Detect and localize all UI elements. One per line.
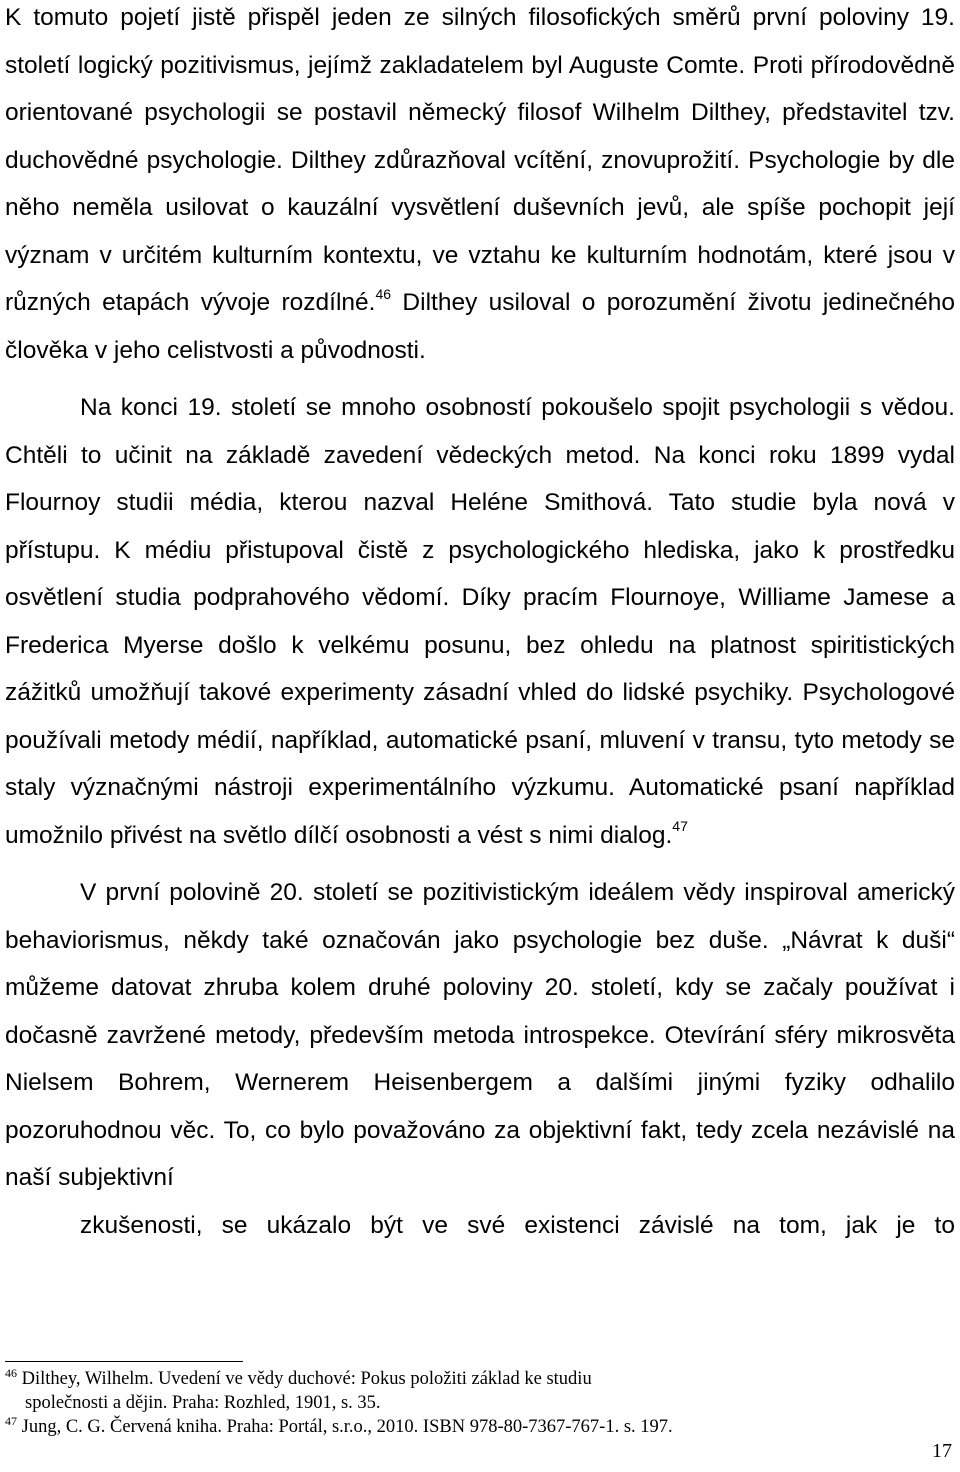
footnote-46-line1: Dilthey, Wilhelm. Uvedení ve vědy duchové: Pokus položiti základ ke studiu xyxy=(17,1369,592,1389)
footnote-46 xyxy=(5,1367,905,1391)
footnote-46-number: 46 xyxy=(5,1365,17,1380)
paragraph-3 xyxy=(5,869,955,1249)
footnote-46-line2: společnosti a dějin. Praha: Rozhled, 1901, s. 35. xyxy=(25,1393,381,1413)
footnote-47-number: 47 xyxy=(5,1413,17,1428)
footnote-47-line1: Jung, C. G. Červená kniha. Praha: Portál, s.r.o., 2010. ISBN 978-80-7367-767-1. s. 197. xyxy=(17,1417,673,1437)
paragraph-2 xyxy=(5,384,955,859)
footnote-47 xyxy=(5,1415,905,1439)
footnote-separator xyxy=(5,1361,243,1362)
footnotes xyxy=(5,1367,905,1439)
paragraph-3-text: V první polovině 20. století se pozitivistickým ideálem vědy inspiroval americký behaviorismus, někdy také označován jako psychologie bez duše. „Návrat k duši“ můžeme datovat zhruba kolem druhé poloviny 20. století, kdy se začaly používat i dočasně zavržené metody, především metoda introspekce. Otevírání sféry mikrosvěta Nielsem Bohrem, Wernerem Heisenbergem a dalšími jinými fyziky odhalilo pozoruhodnou věc. To, co bylo považováno za objektivní fakt, tedy zcela nezávislé na naší subjektivní xyxy=(5,879,955,1191)
paragraph-1-text-a: K tomuto pojetí jistě přispěl jeden ze silných filosofických směrů první poloviny 19. století logický pozitivismus, jejímž zakladatelem byl Auguste Comte. Proti přírodovědně orientované psychologii se postavil německý filosof Wilhelm Dilthey, představitel tzv. duchovědné psychologie. Dilthey zdůrazňoval vcítění, znovuprožití. Psychologie by dle něho neměla usilovat o kauzální vysvětlení duševních jevů, ale spíše pochopit její význam v určitém kulturním kontextu, ve vztahu ke kulturním hodnotám, které jsou v různých etapách vývoje rozdílné. xyxy=(5,4,955,316)
page-number: 17 xyxy=(932,1440,952,1462)
page-body xyxy=(5,0,955,1249)
paragraph-2-text: Na konci 19. století se mnoho osobností pokoušelo spojit psychologii s vědou. Chtěli to učinit na základě zavedení vědeckých metod. Na konci roku 1899 vydal Flournoy studii média, kterou nazval Heléne Smithová. Tato studie byla nová v přístupu. K médiu přistupoval čistě z psychologického hlediska, jako k prostředku osvětlení studia podprahového vědomí. Díky pracím Flournoye, Williame Jamese a Frederica Myerse došlo k velkému posunu, bez ohledu na platnost spiritistických zážitků umožňují takové experimenty zásadní vhled do lidské psychiky. Psychologové používali metody médií, například, automatické psaní, mluvení v transu, tyto metody se staly význačnými nástroji experimentálního výzkumu. Automatické psaní například umožnilo přivést na světlo dílčí osobnosti a vést s nimi dialog. xyxy=(5,394,955,849)
footnote-ref-47[interactable]: 47 xyxy=(672,818,688,835)
paragraph-3-last-line: zkušenosti, se ukázalo být ve své existenci závislé na tom, jak je to xyxy=(80,1211,955,1239)
paragraph-1-text-b: Dilthey usiloval o porozumění životu jedinečného člověka v jeho celistvosti a původnosti. xyxy=(5,289,955,364)
footnote-ref-46[interactable]: 46 xyxy=(375,285,392,302)
paragraph-1 xyxy=(5,0,955,374)
